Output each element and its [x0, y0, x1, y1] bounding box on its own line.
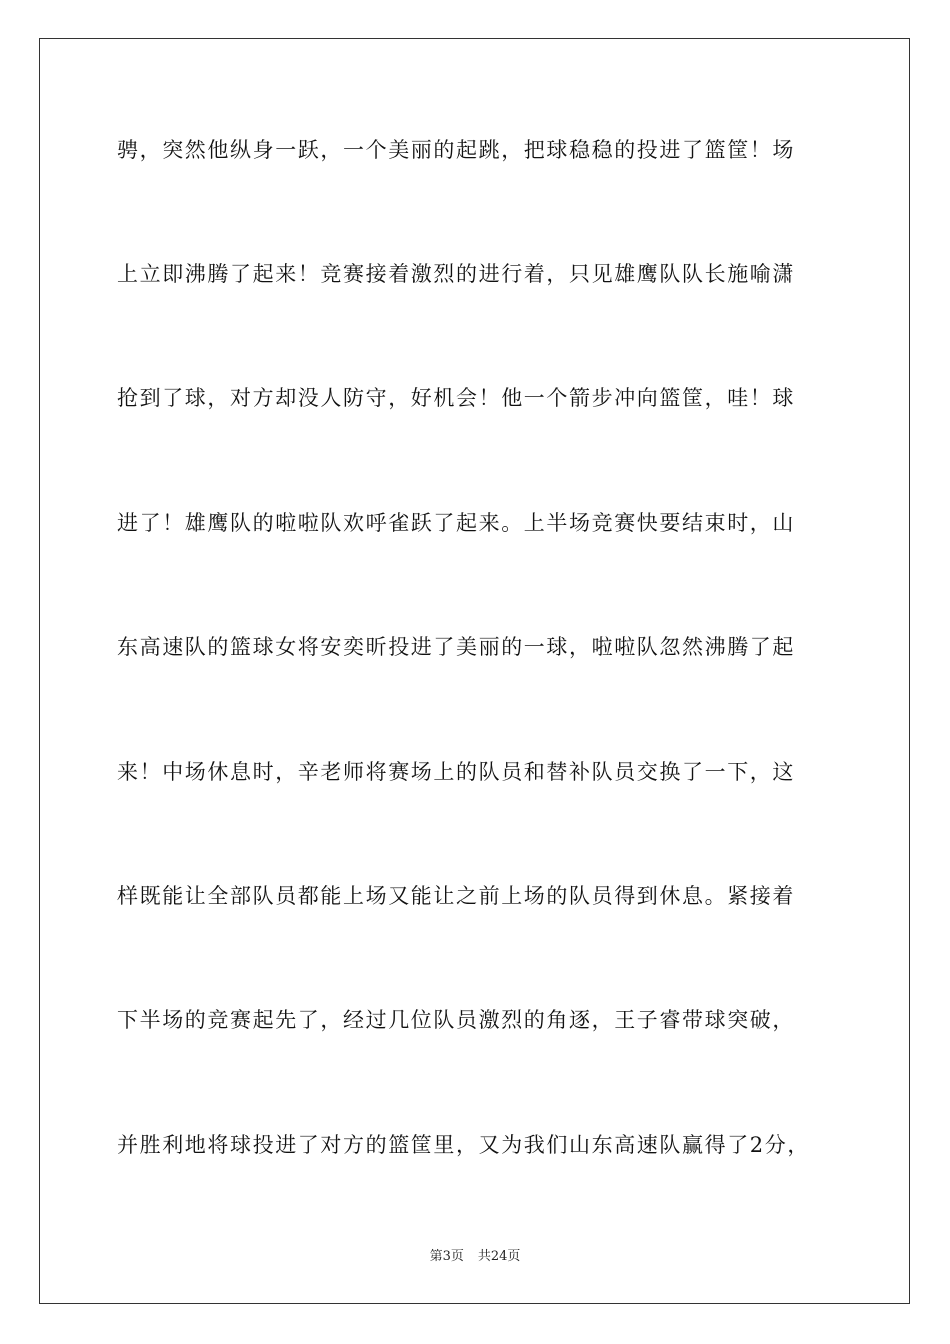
text-line: 进了！雄鹰队的啦啦队欢呼雀跃了起来。上半场竞赛快要结束时，山 [117, 511, 795, 535]
text-line: 骋，突然他纵身一跃，一个美丽的起跳，把球稳稳的投进了篮筐！场 [117, 138, 795, 162]
text-line: 并胜利地将球投进了对方的篮筐里，又为我们山东高速队赢得了2分， [117, 1133, 810, 1157]
page-footer [0, 1248, 950, 1266]
page-total: 共24页 [477, 1249, 521, 1264]
text-line: 来！中场休息时，辛老师将赛场上的队员和替补队员交换了一下，这 [117, 760, 795, 784]
page-border [39, 38, 910, 1304]
text-line: 东高速队的篮球女将安奕昕投进了美丽的一球，啦啦队忽然沸腾了起 [117, 635, 795, 659]
text-line: 抢到了球，对方却没人防守，好机会！他一个箭步冲向篮筐，哇！球 [117, 386, 795, 410]
text-line: 上立即沸腾了起来！竞赛接着激烈的进行着，只见雄鹰队队长施喻潇 [117, 262, 795, 286]
text-line: 样既能让全部队员都能上场又能让之前上场的队员得到休息。紧接着 [117, 884, 795, 908]
page-number: 第3页 [429, 1249, 464, 1264]
text-line: 下半场的竞赛起先了，经过几位队员激烈的角逐，王子睿带球突破， [117, 1008, 795, 1032]
